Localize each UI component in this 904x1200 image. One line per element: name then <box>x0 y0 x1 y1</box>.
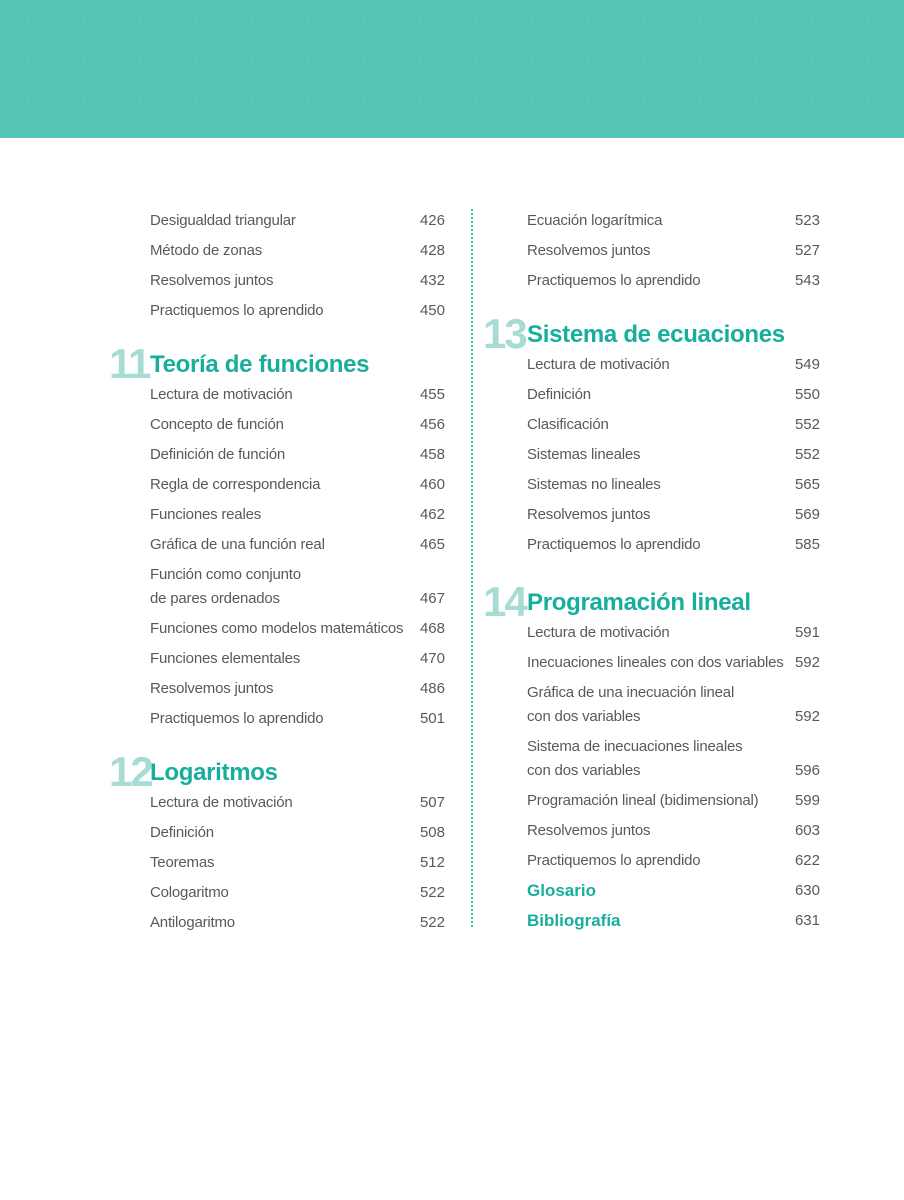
toc-entry <box>487 410 820 440</box>
toc-entry <box>113 674 445 704</box>
toc-entry <box>487 906 820 936</box>
toc-entry-page: 527 <box>794 242 820 259</box>
toc-entry-label: Definición de función <box>150 446 286 463</box>
toc-entry <box>113 644 445 674</box>
toc-entry-page: 426 <box>419 212 445 229</box>
toc-entry <box>113 818 445 848</box>
toc-entry <box>487 350 820 380</box>
toc-entry-label: Definición <box>150 824 214 841</box>
toc-entry <box>113 470 445 500</box>
toc-entry-label-line: Función como conjunto <box>150 566 301 583</box>
toc-entry-label: Clasificación <box>527 416 609 433</box>
toc-entry-label: Antilogaritmo <box>150 914 235 931</box>
toc-entry-page: 596 <box>794 762 820 779</box>
toc-entry-label: Resolvemos juntos <box>527 822 651 839</box>
toc-entry-label: Lectura de motivación <box>527 624 670 641</box>
toc-entry-label: Funciones reales <box>150 506 262 523</box>
toc-entry <box>113 848 445 878</box>
toc-entry-label: Lectura de motivación <box>150 794 293 811</box>
chapter-title: Sistema de ecuaciones <box>527 321 785 348</box>
toc-entry-label: Resolvemos juntos <box>527 242 651 259</box>
chapter-title: Logaritmos <box>150 759 278 786</box>
toc-entry-label: Practiquemos lo aprendido <box>527 272 701 289</box>
toc-entry-label: Definición <box>527 386 591 403</box>
chapter-number: 12 <box>109 748 152 795</box>
toc-entry <box>487 266 820 296</box>
toc-entry-label: Funciones como modelos matemáticos <box>150 620 404 637</box>
toc-entry <box>487 786 820 816</box>
toc-entry <box>487 236 820 266</box>
toc-entry-label: Cologaritmo <box>150 884 229 901</box>
chapter-heading <box>483 310 820 357</box>
toc-entry-page: 486 <box>419 680 445 697</box>
toc-entry-page: 550 <box>794 386 820 403</box>
header-band <box>0 0 904 138</box>
toc-entry-label: Lectura de motivación <box>150 386 293 403</box>
toc-entry-label: Inecuaciones lineales con dos variables <box>527 654 784 671</box>
toc-entry-label-line: Sistema de inecuaciones lineales <box>527 738 743 755</box>
toc-entry-label: Desigualdad triangular <box>150 212 296 229</box>
chapter-number: 14 <box>483 578 526 625</box>
toc-entry-page: 523 <box>794 212 820 229</box>
toc-entry <box>113 206 445 236</box>
toc-entry-label-line: con dos variables <box>527 762 641 779</box>
chapter-heading <box>483 578 820 625</box>
toc-entry <box>487 846 820 876</box>
toc-entry-label: Método de zonas <box>150 242 263 259</box>
toc-entry-page: 455 <box>419 386 445 403</box>
toc-entry <box>113 704 445 734</box>
chapter-heading <box>109 748 445 795</box>
toc-entry <box>113 380 445 410</box>
toc-entry-label: Programación lineal (bidimensional) <box>527 792 759 809</box>
toc-entry-page: 522 <box>419 884 445 901</box>
toc-entry-page: 585 <box>794 536 820 553</box>
toc-entry-label: Bibliografía <box>527 911 621 930</box>
toc-entry-page: 462 <box>419 506 445 523</box>
toc-entry <box>487 380 820 410</box>
toc-entry-label: Resolvemos juntos <box>150 272 274 289</box>
toc-entry-page: 470 <box>419 650 445 667</box>
toc-entry-label <box>527 678 734 732</box>
toc-entry-label <box>527 732 742 786</box>
toc-entry-page: 465 <box>419 536 445 553</box>
toc-entry <box>487 530 820 560</box>
toc-entry <box>113 878 445 908</box>
toc-column-left <box>109 206 445 938</box>
toc-entry <box>487 876 820 906</box>
toc-entry-page: 432 <box>419 272 445 289</box>
toc-entry-label: Ecuación logarítmica <box>527 212 663 229</box>
column-divider <box>471 209 473 928</box>
toc-entry-page: 549 <box>794 356 820 373</box>
toc-entry-page: 467 <box>419 590 445 607</box>
toc-entry-label: Resolvemos juntos <box>150 680 274 697</box>
toc-entry <box>113 236 445 266</box>
toc-entry-label <box>150 560 301 614</box>
toc-entry-page: 508 <box>419 824 445 841</box>
toc-entry-page: 458 <box>419 446 445 463</box>
toc-entry-page: 460 <box>419 476 445 493</box>
toc-entry <box>487 648 820 678</box>
toc-entry <box>487 816 820 846</box>
toc-entry-page: 569 <box>794 506 820 523</box>
toc-entry-page: 522 <box>419 914 445 931</box>
toc-entry <box>113 410 445 440</box>
toc-entry-label: Teoremas <box>150 854 215 871</box>
chapter-number: 11 <box>109 340 150 387</box>
chapter-title: Teoría de funciones <box>150 351 370 378</box>
toc-entry-label: Sistemas no lineales <box>527 476 661 493</box>
toc-entry-page: 603 <box>794 822 820 839</box>
toc-entry-label: Sistemas lineales <box>527 446 641 463</box>
toc-entry-page: 630 <box>794 882 820 899</box>
toc-entry-page: 543 <box>794 272 820 289</box>
toc-entry <box>487 470 820 500</box>
toc-entry-label: Lectura de motivación <box>527 356 670 373</box>
toc-entry-page: 592 <box>794 708 820 725</box>
toc-entry-page: 592 <box>794 654 820 671</box>
toc-entry-page: 507 <box>419 794 445 811</box>
toc-entry-label: Practiquemos lo aprendido <box>527 852 701 869</box>
chapter-title: Programación lineal <box>527 589 751 616</box>
toc-entry <box>113 266 445 296</box>
toc-entry <box>487 500 820 530</box>
toc-entry-page: 428 <box>419 242 445 259</box>
toc-entry <box>113 440 445 470</box>
toc-entry-page: 512 <box>419 854 445 871</box>
toc-entry-label: Funciones elementales <box>150 650 301 667</box>
toc-entry-label-line: de pares ordenados <box>150 590 280 607</box>
toc-entry-page: 599 <box>794 792 820 809</box>
toc-entry-page: 468 <box>419 620 445 637</box>
toc-entry-label: Glosario <box>527 881 596 900</box>
toc-column-right <box>483 206 820 936</box>
toc-entry-label: Concepto de función <box>150 416 284 433</box>
toc-entry-page: 631 <box>794 912 820 929</box>
toc-entry-page: 501 <box>419 710 445 727</box>
toc-entry <box>113 530 445 560</box>
toc-entry-label: Practiquemos lo aprendido <box>150 710 324 727</box>
toc-entry-label: Practiquemos lo aprendido <box>150 302 324 319</box>
toc-entry-page: 591 <box>794 624 820 641</box>
chapter-number: 13 <box>483 310 526 357</box>
toc-entry-label: Resolvemos juntos <box>527 506 651 523</box>
toc-entry <box>113 296 445 326</box>
toc-entry <box>113 560 445 614</box>
toc-entry-page: 456 <box>419 416 445 433</box>
toc-entry-label-line: con dos variables <box>527 708 641 725</box>
toc-entry-page: 552 <box>794 416 820 433</box>
toc-entry <box>113 614 445 644</box>
toc-entry-label-line: Gráfica de una inecuación lineal <box>527 684 735 701</box>
toc-entry <box>487 618 820 648</box>
toc-entry <box>487 440 820 470</box>
toc-entry-page: 622 <box>794 852 820 869</box>
chapter-heading <box>109 340 445 387</box>
toc-entry <box>113 788 445 818</box>
toc-entry-page: 552 <box>794 446 820 463</box>
toc-entry <box>487 678 820 732</box>
toc-entry-label: Gráfica de una función real <box>150 536 325 553</box>
toc-entry-label: Regla de correspondencia <box>150 476 321 493</box>
toc-entry <box>487 206 820 236</box>
toc-entry <box>113 500 445 530</box>
toc-entry <box>487 732 820 786</box>
toc-entry-page: 450 <box>419 302 445 319</box>
toc-entry <box>113 908 445 938</box>
toc-entry-page: 565 <box>794 476 820 493</box>
toc-entry-label: Practiquemos lo aprendido <box>527 536 701 553</box>
